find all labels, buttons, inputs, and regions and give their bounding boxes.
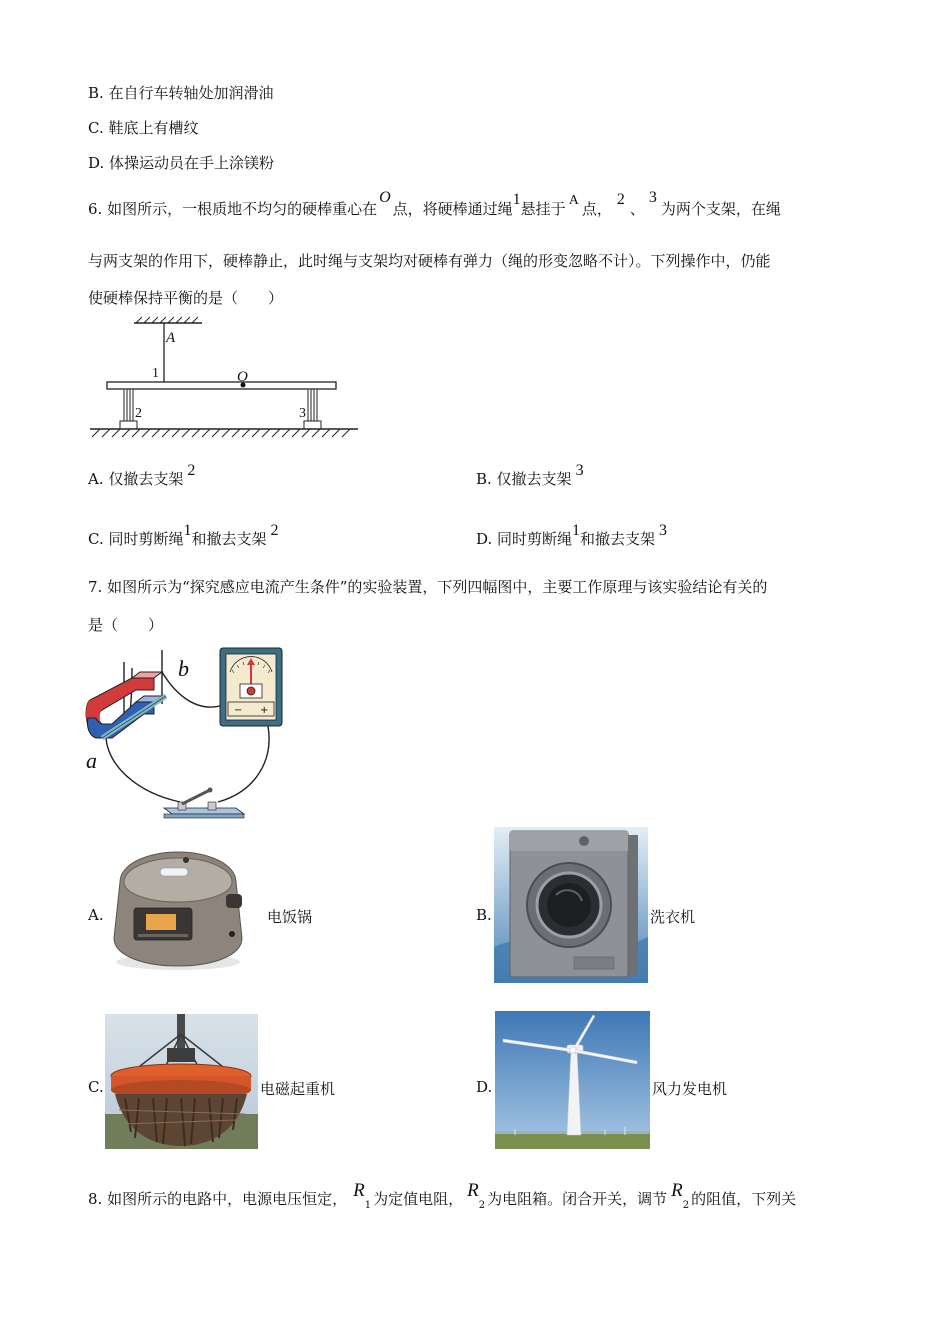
q8-stem-line1: 8. 如图所示的电路中，电源电压恒定， $R_1$ 为定值电阻， $R_2$ 为电阻箱。闭合开关，调节 $R_2$ 的阻值，下列关	[88, 1180, 797, 1211]
q6-option-c: C. 同时剪断绳1和撤去支架 2	[88, 522, 279, 548]
label-a: A	[166, 330, 176, 346]
q6-stem-line3: 使硬棒保持平衡的是（ ）	[88, 289, 284, 307]
q5-option-d: D. 体操运动员在手上涂镁粉	[88, 154, 275, 172]
washing-machine-image	[494, 827, 648, 983]
label-support-3: 3	[299, 406, 306, 421]
q6-option-b: B. 仅撤去支架 3	[476, 462, 584, 488]
q6-stem-line2: 与两支架的作用下，硬棒静止，此时绳与支架均对硬棒有弹力（绳的形变忽略不计）。下列操作中，仍能	[88, 252, 771, 270]
q6-option-d: D. 同时剪断绳1和撤去支架 3	[476, 522, 668, 548]
rice-cooker-image	[108, 838, 248, 974]
electromagnetic-crane-image	[105, 1014, 258, 1149]
q7-option-a-label: 电饭锅	[267, 908, 313, 926]
svg-text:+: +	[260, 705, 269, 716]
wind-turbine-image	[495, 1011, 650, 1149]
q7-stem-line2: 是（ ）	[88, 616, 164, 634]
q7-option-a-letter: A.	[88, 906, 104, 924]
label-rope-1: 1	[152, 366, 159, 381]
label-a: a	[86, 748, 97, 773]
q5-option-b: B. 在自行车转轴处加润滑油	[88, 84, 274, 102]
q6-lever-figure	[86, 315, 362, 441]
q7-induction-figure	[84, 642, 294, 822]
q5-option-c: C. 鞋底上有槽纹	[88, 119, 199, 137]
q6-stem-line1: 6. 如图所示，一根质地不均匀的硬棒重心在O点，将硬棒通过绳1悬挂于 A 点，2、3为两个支架，在绳	[88, 189, 781, 218]
q7-stem-line1: 7. 如图所示为“探究感应电流产生条件”的实验装置，下列四幅图中，主要工作原理与该实验结论有关的	[88, 578, 768, 596]
q7-option-b-letter: B.	[476, 906, 492, 924]
q7-option-c-letter: C.	[88, 1078, 104, 1096]
q7-option-d-letter: D.	[476, 1078, 493, 1096]
label-o: O	[237, 369, 248, 385]
svg-text:−: −	[234, 705, 243, 716]
q6-option-a: A. 仅撤去支架 2	[88, 462, 196, 488]
q7-option-d-label: 风力发电机	[652, 1080, 728, 1098]
q7-option-c-label: 电磁起重机	[260, 1080, 336, 1098]
label-b: b	[178, 656, 189, 681]
q7-option-b-label: 洗衣机	[650, 908, 696, 926]
label-support-2: 2	[135, 406, 142, 421]
